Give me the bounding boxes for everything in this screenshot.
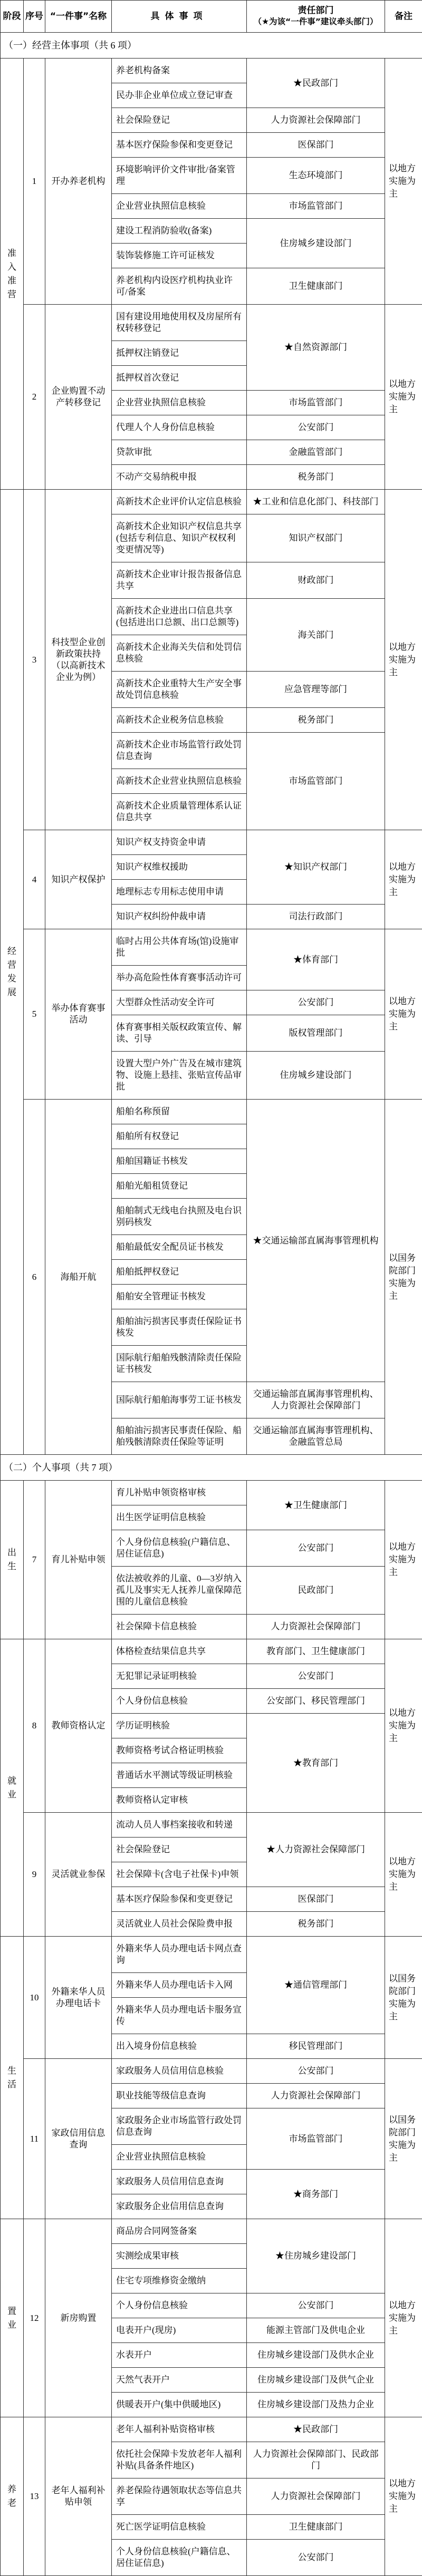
specific-item: 抵押权首次登记 bbox=[112, 366, 247, 391]
note: 以地方实施为主 bbox=[385, 59, 422, 305]
section-title: （一）经营主体事项（共 6 项） bbox=[1, 33, 422, 59]
responsible-department: 知识产权部门 bbox=[247, 514, 385, 562]
note: 以国务院部门实施为主 bbox=[385, 2059, 422, 2219]
section-header-row bbox=[1, 33, 422, 59]
specific-item: 举办高危险性体育赛事活动许可 bbox=[112, 966, 247, 990]
specific-item: 育儿补贴申领资格审核 bbox=[112, 1481, 247, 1505]
responsible-department: ★工业和信息化部门、科技部门 bbox=[247, 490, 385, 514]
responsible-department: 医保部门 bbox=[247, 1887, 385, 1912]
specific-item: 船舶所有权登记 bbox=[112, 1124, 247, 1149]
table-row bbox=[1, 59, 422, 83]
specific-item: 船舶油污损害民事责任保险证书核发 bbox=[112, 1309, 247, 1346]
responsible-department: 卫生健康部门 bbox=[247, 2515, 385, 2540]
stage-char: 发 bbox=[1, 972, 23, 986]
specific-item: 社会保险登记 bbox=[112, 108, 247, 133]
stage-char: 展 bbox=[1, 986, 23, 999]
specific-item: 教师资格考试合格证明核验 bbox=[112, 1738, 247, 1763]
specific-item: 船舶光船租赁登记 bbox=[112, 1174, 247, 1199]
row-number: 12 bbox=[24, 2219, 45, 2417]
one-thing-name: 外籍来华人员办理电话卡 bbox=[45, 1937, 112, 2059]
specific-item: 个人身份信息核验 bbox=[112, 2293, 247, 2318]
table-row bbox=[1, 1813, 422, 1838]
responsible-department: 税务部门 bbox=[247, 1912, 385, 1937]
one-thing-name: 开办养老机构 bbox=[45, 59, 112, 305]
row-number: 10 bbox=[24, 1937, 45, 2059]
responsible-department: 市场监管部门 bbox=[247, 2108, 385, 2170]
note: 以地方实施为主 bbox=[385, 490, 422, 830]
note: 以地方实施为主 bbox=[385, 305, 422, 490]
specific-item: 临时占用公共体育场(馆)设施审批 bbox=[112, 929, 247, 966]
row-number: 3 bbox=[24, 490, 45, 830]
table-row bbox=[1, 305, 422, 341]
specific-item: 外籍来华人员办理电话卡入网 bbox=[112, 1973, 247, 1998]
table-row bbox=[1, 1937, 422, 1973]
responsible-department: 住房城乡建设部门及供气企业 bbox=[247, 2368, 385, 2393]
stage-char: 入 bbox=[1, 260, 23, 274]
table-row bbox=[1, 1481, 422, 1505]
one-thing-name: 新房购置 bbox=[45, 2219, 112, 2417]
responsible-department: 税务部门 bbox=[247, 465, 385, 490]
stage-label bbox=[1, 2219, 24, 2417]
note: 以地方实施为主 bbox=[385, 2417, 422, 2576]
section-title: （二）个人事项（共 7 项） bbox=[1, 1455, 422, 1481]
responsible-department: 应急管理等部门 bbox=[247, 672, 385, 708]
responsible-department: 金融监管部门 bbox=[247, 440, 385, 465]
one-thing-name: 知识产权保护 bbox=[45, 830, 112, 929]
responsible-department: ★民政部门 bbox=[247, 59, 385, 108]
row-number: 7 bbox=[24, 1481, 45, 1639]
specific-item: 社会保障卡信息核验 bbox=[112, 1615, 247, 1639]
row-number: 13 bbox=[24, 2417, 45, 2576]
specific-item: 船舶制式无线电台执照及电台识别码核发 bbox=[112, 1199, 247, 1235]
one-thing-name: 家政信用信息查询 bbox=[45, 2059, 112, 2219]
specific-item: 高新技术企业知识产权信息共享(包括专利信息、知识产权权利变更情况等) bbox=[112, 514, 247, 562]
responsible-department: 市场监管部门 bbox=[247, 391, 385, 415]
specific-item: 高新技术企业营业执照信息核验 bbox=[112, 769, 247, 794]
stage-char: 营 bbox=[1, 288, 23, 302]
stage-char: 准 bbox=[1, 247, 23, 260]
responsible-department: 海关部门 bbox=[247, 599, 385, 672]
specific-item: 家政服务企业市场监管行政处罚信息查询 bbox=[112, 2108, 247, 2145]
responsible-department: 人力资源社会保障部门、民政部门 bbox=[247, 2442, 385, 2478]
specific-item: 个人身份信息核验(户籍信息、居住证信息) bbox=[112, 2540, 247, 2576]
header-stage: 阶段 bbox=[1, 1, 24, 33]
stage-char: 置 bbox=[1, 2305, 23, 2318]
row-number: 2 bbox=[24, 305, 45, 490]
specific-item: 高新技术企业审计报告报备信息共享 bbox=[112, 562, 247, 599]
table-row bbox=[1, 1639, 422, 1664]
specific-item: 国际航行船舶海事劳工证书核发 bbox=[112, 1382, 247, 1418]
specific-item: 家政服务人员信用信息查询 bbox=[112, 2170, 247, 2194]
specific-item: 个人身份信息核验(户籍信息、居住证信息) bbox=[112, 1530, 247, 1567]
responsible-department: ★卫生健康部门 bbox=[247, 1481, 385, 1530]
specific-item: 船舶抵押权登记 bbox=[112, 1260, 247, 1285]
stage-char: 经 bbox=[1, 945, 23, 958]
responsible-department: 住房城乡建设部门 bbox=[247, 219, 385, 268]
responsible-department: 卫生健康部门 bbox=[247, 268, 385, 305]
responsible-department: ★自然资源部门 bbox=[247, 305, 385, 391]
specific-item: 实测绘成果审核 bbox=[112, 2244, 247, 2269]
specific-item: 企业营业执照信息核验 bbox=[112, 2145, 247, 2170]
specific-item: 养老机构备案 bbox=[112, 59, 247, 83]
table-row bbox=[1, 490, 422, 514]
specific-item: 知识产权支持资金申请 bbox=[112, 830, 247, 855]
header-dept-title: 责任部门 bbox=[298, 5, 334, 16]
specific-item: 船舶安全管理证书核发 bbox=[112, 1285, 247, 1309]
specific-item: 体格检查结果信息共享 bbox=[112, 1639, 247, 1664]
specific-item: 流动人员人事档案接收和转递 bbox=[112, 1813, 247, 1838]
specific-item: 环境影响评价文件审批/备案管理 bbox=[112, 158, 247, 194]
stage-char: 出 bbox=[1, 1546, 23, 1560]
stage-char: 养 bbox=[1, 2483, 23, 2496]
specific-item: 养老保险待遇领取状态等信息共享 bbox=[112, 2478, 247, 2515]
responsible-department: 人力资源社会保障部门 bbox=[247, 1615, 385, 1639]
stage-char: 活 bbox=[1, 2078, 23, 2092]
specific-item: 体育赛事相关版权政策宣传、解读、引导 bbox=[112, 1015, 247, 1052]
stage-char: 生 bbox=[1, 2064, 23, 2078]
responsible-department: 公安部门、移民管理部门 bbox=[247, 1689, 385, 1714]
responsible-department: 移民管理部门 bbox=[247, 2034, 385, 2059]
one-thing-name: 灵活就业参保 bbox=[45, 1813, 112, 1937]
specific-item: 普通话水平测试等级证明核验 bbox=[112, 1763, 247, 1788]
one-thing-name: 科技型企业创新政策扶持（以高新技术企业为例） bbox=[45, 490, 112, 830]
responsible-department: ★人力资源社会保障部门 bbox=[247, 1813, 385, 1887]
specific-item: 船舶油污损害民事责任保险、船舶残骸清除责任保险等证明 bbox=[112, 1418, 247, 1455]
stage-char: 业 bbox=[1, 2318, 23, 2332]
stage-char: 营 bbox=[1, 958, 23, 972]
header-name: “一件事”名称 bbox=[45, 1, 112, 33]
responsible-department: 公安部门 bbox=[247, 2540, 385, 2576]
responsible-department: 市场监管部门 bbox=[247, 194, 385, 219]
one-thing-name: 教师资格认定 bbox=[45, 1639, 112, 1813]
table-row bbox=[1, 1100, 422, 1124]
responsible-department: 教育部门、卫生健康部门 bbox=[247, 1639, 385, 1664]
section-header-row bbox=[1, 1455, 422, 1481]
specific-item: 国有建设用地使用权及房屋所有权转移登记 bbox=[112, 305, 247, 341]
responsible-department: 生态环境部门 bbox=[247, 158, 385, 194]
specific-item: 船舶名称预留 bbox=[112, 1100, 247, 1124]
responsible-department: ★体育部门 bbox=[247, 929, 385, 990]
note: 以地方实施为主 bbox=[385, 830, 422, 929]
one-thing-name: 育儿补贴申领 bbox=[45, 1481, 112, 1639]
specific-item: 家政服务企业信用信息查询 bbox=[112, 2194, 247, 2219]
specific-item: 社会保险登记 bbox=[112, 1838, 247, 1862]
responsible-department: 公安部门 bbox=[247, 990, 385, 1015]
specific-item: 企业营业执照信息核验 bbox=[112, 391, 247, 415]
one-thing-name: 老年人福利补贴申领 bbox=[45, 2417, 112, 2576]
header-dept-subtitle: （★为该“一件事”建议牵头部门） bbox=[248, 16, 383, 27]
responsible-department: 公安部门 bbox=[247, 415, 385, 440]
responsible-department: 民政部门 bbox=[247, 1567, 385, 1615]
specific-item: 电表开户(现房) bbox=[112, 2318, 247, 2343]
specific-item: 船舶国籍证书核发 bbox=[112, 1149, 247, 1174]
row-number: 11 bbox=[24, 2059, 45, 2219]
responsible-department: ★商务部门 bbox=[247, 2170, 385, 2219]
stage-char: 就 bbox=[1, 1774, 23, 1788]
one-thing-name: 海船开航 bbox=[45, 1100, 112, 1455]
responsible-department: 公安部门 bbox=[247, 1664, 385, 1689]
row-number: 6 bbox=[24, 1100, 45, 1455]
specific-item: 基本医疗保险参保和变更登记 bbox=[112, 1887, 247, 1912]
specific-item: 民办非企业单位成立登记审查 bbox=[112, 83, 247, 108]
specific-item: 学历证明核验 bbox=[112, 1714, 247, 1738]
header-note: 备注 bbox=[385, 1, 422, 33]
specific-item: 装饰装修施工许可证核发 bbox=[112, 244, 247, 268]
specific-item: 养老机构内设医疗机构执业许可/备案 bbox=[112, 268, 247, 305]
stage-char: 准 bbox=[1, 274, 23, 288]
specific-item: 基本医疗保险参保和变更登记 bbox=[112, 133, 247, 158]
specific-item: 不动产交易纳税申报 bbox=[112, 465, 247, 490]
header-no: 序号 bbox=[24, 1, 45, 33]
responsible-department: 人力资源社会保障部门 bbox=[247, 108, 385, 133]
responsible-department: ★知识产权部门 bbox=[247, 830, 385, 905]
responsible-department: ★教育部门 bbox=[247, 1714, 385, 1813]
specific-item: 高新技术企业进出口信息共享(包括进出口总额、出口总额等) bbox=[112, 599, 247, 635]
stage-label bbox=[1, 1937, 24, 2219]
responsible-department: 医保部门 bbox=[247, 133, 385, 158]
responsible-department: 公安部门 bbox=[247, 2059, 385, 2084]
note: 以地方实施为主 bbox=[385, 929, 422, 1100]
specific-item: 供暖表开户(集中供暖地区) bbox=[112, 2393, 247, 2417]
responsible-department: 交通运输部直属海事管理机构、人力资源社会保障部门 bbox=[247, 1382, 385, 1418]
specific-item: 高新技术企业重特大生产安全事故处罚信息核验 bbox=[112, 672, 247, 708]
specific-item: 死亡医学证明信息核验 bbox=[112, 2515, 247, 2540]
row-number: 1 bbox=[24, 59, 45, 305]
responsible-department: 住房城乡建设部门 bbox=[247, 1052, 385, 1100]
note: 以地方实施为主 bbox=[385, 1813, 422, 1937]
specific-item: 教师资格认定审核 bbox=[112, 1788, 247, 1813]
specific-item: 建设工程消防验收(备案) bbox=[112, 219, 247, 244]
specific-item: 社会保障卡(含电子社保卡)申领 bbox=[112, 1862, 247, 1887]
specific-item: 灵活就业人员社会保险费申报 bbox=[112, 1912, 247, 1937]
table-row bbox=[1, 929, 422, 966]
responsible-department: ★民政部门 bbox=[247, 2417, 385, 2442]
stage-char: 业 bbox=[1, 1788, 23, 1802]
specific-item: 国际航行船舶残骸清除责任保险证书核发 bbox=[112, 1346, 247, 1382]
specific-item: 企业营业执照信息核验 bbox=[112, 194, 247, 219]
specific-item: 代理人个人身份信息核验 bbox=[112, 415, 247, 440]
specific-item: 高新技术企业市场监管行政处罚信息查询 bbox=[112, 733, 247, 769]
specific-item: 外籍来华人员办理电话卡服务宣传 bbox=[112, 1998, 247, 2034]
responsible-department: ★住房城乡建设部门 bbox=[247, 2219, 385, 2293]
specific-item: 水表开户 bbox=[112, 2343, 247, 2368]
specific-item: 高新技术企业税务信息核验 bbox=[112, 708, 247, 733]
note: 以地方实施为主 bbox=[385, 1639, 422, 1813]
specific-item: 无犯罪记录证明核验 bbox=[112, 1664, 247, 1689]
responsible-department: 交通运输部直属海事管理机构、金融监管总局 bbox=[247, 1418, 385, 1455]
specific-item: 贷款审批 bbox=[112, 440, 247, 465]
stage-char: 老 bbox=[1, 2496, 23, 2510]
specific-item: 商品房合同网签备案 bbox=[112, 2219, 247, 2244]
specific-item: 依托社会保障卡发放老年人福利补贴(具备条件地区) bbox=[112, 2442, 247, 2478]
one-thing-name: 企业购置不动产转移登记 bbox=[45, 305, 112, 490]
specific-item: 个人身份信息核验 bbox=[112, 1689, 247, 1714]
table-row bbox=[1, 2417, 422, 2442]
responsible-department: 版权管理部门 bbox=[247, 1015, 385, 1052]
specific-item: 外籍来华人员办理电话卡网点查询 bbox=[112, 1937, 247, 1973]
specific-item: 知识产权纠纷仲裁申请 bbox=[112, 905, 247, 929]
responsible-department: ★交通运输部直属海事管理机构 bbox=[247, 1100, 385, 1382]
specific-item: 地理标志专用标志使用申请 bbox=[112, 880, 247, 905]
specific-item: 出入境身份信息核验 bbox=[112, 2034, 247, 2059]
responsible-department: 财政部门 bbox=[247, 562, 385, 599]
specific-item: 知识产权维权援助 bbox=[112, 855, 247, 880]
stage-label bbox=[1, 59, 24, 490]
stage-label bbox=[1, 1481, 24, 1639]
responsible-department: 人力资源社会保障部门 bbox=[247, 2084, 385, 2108]
responsible-department: 能源主管部门及供电企业 bbox=[247, 2318, 385, 2343]
stage-label bbox=[1, 2417, 24, 2576]
specific-item: 高新技术企业评价认定信息核验 bbox=[112, 490, 247, 514]
note: 以国务院部门实施为主 bbox=[385, 1100, 422, 1455]
responsible-department: 住房城乡建设部门及热力企业 bbox=[247, 2393, 385, 2417]
responsible-department: 人力资源社会保障部门 bbox=[247, 2478, 385, 2515]
header-items: 具体事项 bbox=[112, 1, 247, 33]
responsible-department: ★通信管理部门 bbox=[247, 1937, 385, 2034]
row-number: 5 bbox=[24, 929, 45, 1100]
row-number: 4 bbox=[24, 830, 45, 929]
stage-char: 生 bbox=[1, 1560, 23, 1573]
header-row bbox=[1, 1, 422, 33]
specific-item: 天然气表开户 bbox=[112, 2368, 247, 2393]
specific-item: 出生医学证明信息核验 bbox=[112, 1505, 247, 1530]
responsible-department: 住房城乡建设部门及供水企业 bbox=[247, 2343, 385, 2368]
specific-item: 大型群众性活动安全许可 bbox=[112, 990, 247, 1015]
specific-item: 老年人福利补贴资格审核 bbox=[112, 2417, 247, 2442]
specific-item: 住宅专项维修资金缴纳 bbox=[112, 2269, 247, 2293]
specific-item: 设置大型户外广告及在城市建筑物、设施上悬挂、张贴宣传品审批 bbox=[112, 1052, 247, 1100]
specific-item: 船舶最低安全配员证书核发 bbox=[112, 1235, 247, 1260]
responsible-department: 市场监管部门 bbox=[247, 733, 385, 830]
note: 以地方实施为主 bbox=[385, 2219, 422, 2417]
responsible-department: 税务部门 bbox=[247, 708, 385, 733]
table-row bbox=[1, 2059, 422, 2084]
responsible-department: 公安部门 bbox=[247, 1530, 385, 1567]
note: 以地方实施为主 bbox=[385, 1481, 422, 1639]
stage-label bbox=[1, 1639, 24, 1937]
responsible-department: 司法行政部门 bbox=[247, 905, 385, 929]
row-number: 8 bbox=[24, 1639, 45, 1813]
stage-label bbox=[1, 490, 24, 1455]
header-dept bbox=[247, 1, 385, 33]
specific-item: 职业技能等级信息查询 bbox=[112, 2084, 247, 2108]
note: 以国务院部门实施为主 bbox=[385, 1937, 422, 2059]
table-row bbox=[1, 2219, 422, 2244]
table-row bbox=[1, 830, 422, 855]
specific-item: 家政服务人员信用信息核验 bbox=[112, 2059, 247, 2084]
specific-item: 高新技术企业质量管理体系认证信息共享 bbox=[112, 794, 247, 830]
specific-item: 抵押权注销登记 bbox=[112, 341, 247, 366]
one-thing-name: 举办体育赛事活动 bbox=[45, 929, 112, 1100]
specific-item: 高新技术企业海关失信和处罚信息核验 bbox=[112, 635, 247, 672]
specific-item: 依法被收养的儿童、0—3岁纳入孤儿及事实无人抚养儿童保障范围的儿童信息核验 bbox=[112, 1567, 247, 1615]
responsible-department: 公安部门 bbox=[247, 2293, 385, 2318]
row-number: 9 bbox=[24, 1813, 45, 1937]
